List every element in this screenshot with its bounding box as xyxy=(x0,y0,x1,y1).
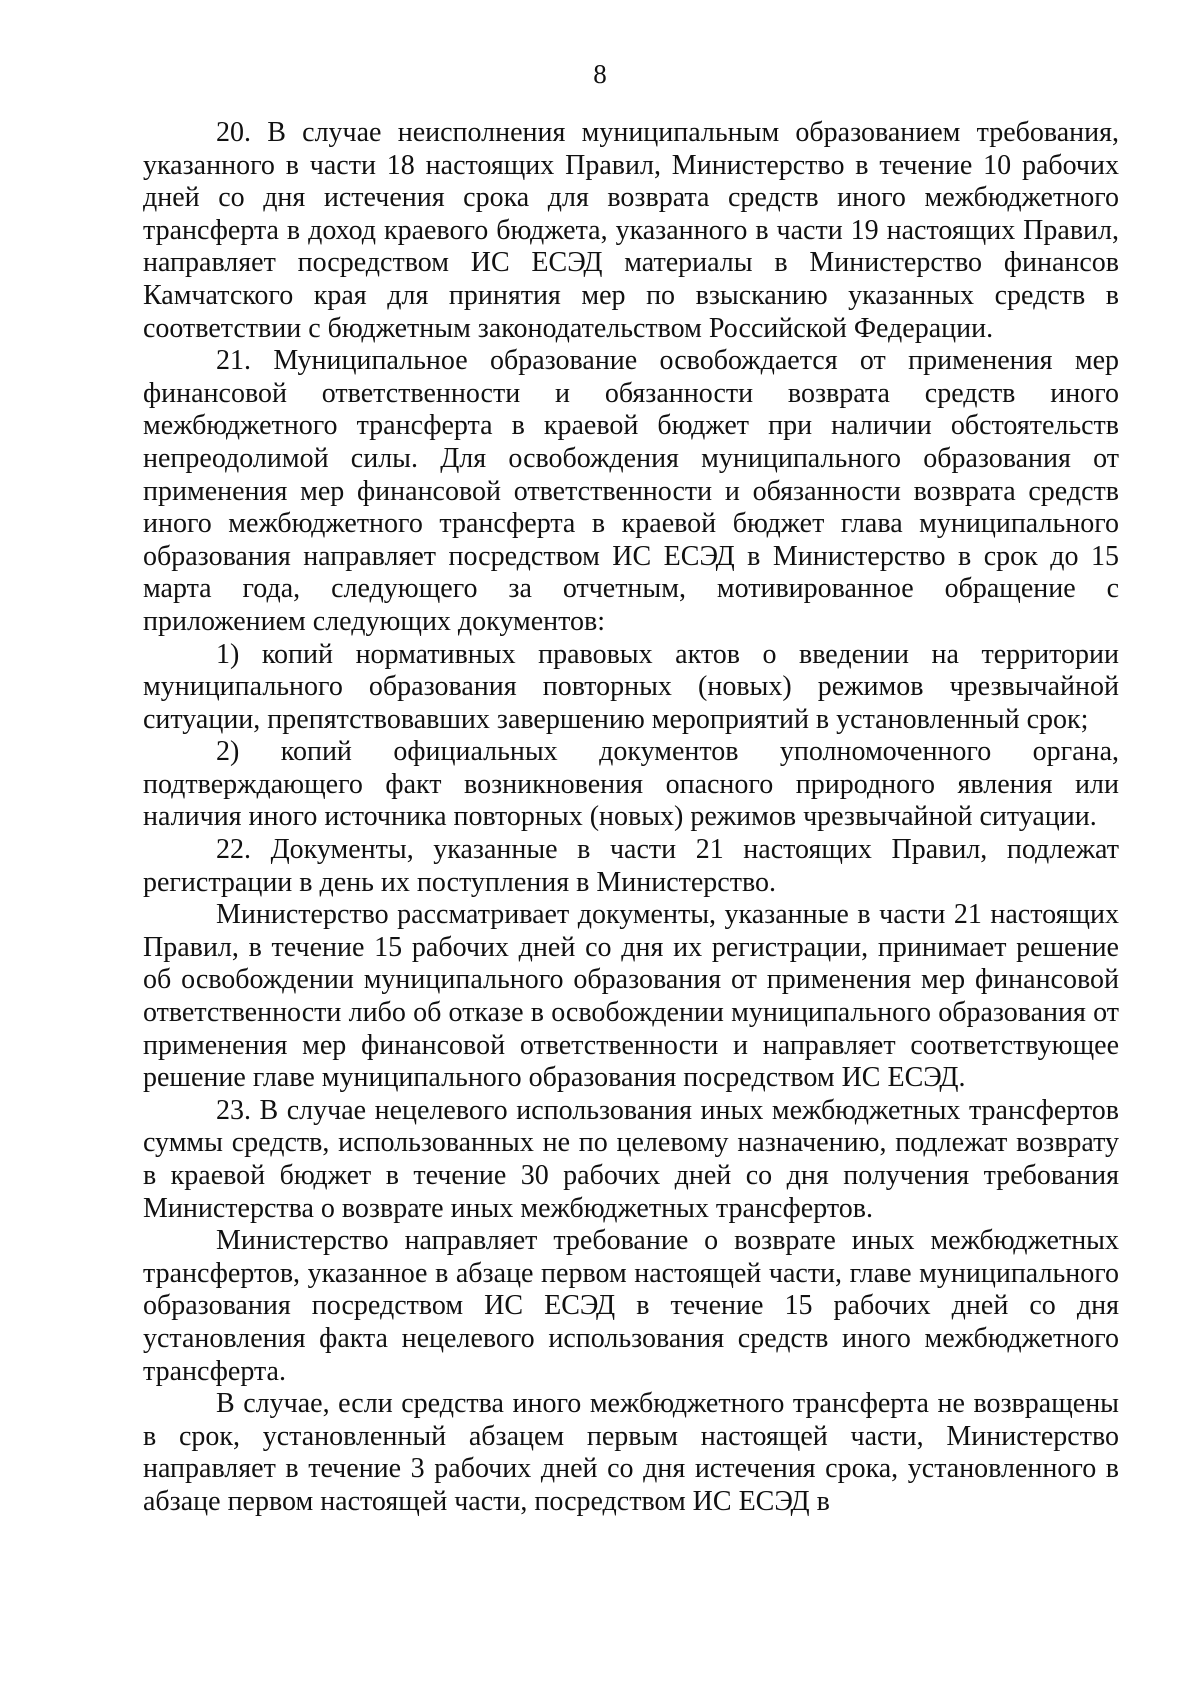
paragraph-21: 21. Муниципальное образование освобождается от применения мер финансовой ответственности и обязанности возврата средств иного межбюджетного трансферта в краевой бюджет при наличии обстоятельств непреодолимой силы. Для освобождения муниципального образования от применения мер финансовой ответственности и обязанности возврата средств иного межбюджетного трансферта в краевой бюджет глава муниципального образования направляет посредством ИС ЕСЭД в Министерство в срок до 15 марта года, следующего за отчетным, мотивированное обращение с приложением следующих документов: xyxy=(143,345,1119,637)
paragraph-23: 23. В случае нецелевого использования иных межбюджетных трансфертов суммы средств, использованных не по целевому назначению, подлежат возврату в краевой бюджет в течение 30 рабочих дней со дня получения требования Министерства о возврате иных межбюджетных трансфертов. xyxy=(143,1094,1119,1224)
paragraph-23-nonreturn: В случае, если средства иного межбюджетного трансферта не возвращены в срок, установленный абзацем первым настоящей части, Министерство направляет в течение 3 рабочих дней со дня истечения срока, установленного в абзаце первом настоящей части, посредством ИС ЕСЭД в xyxy=(143,1388,1119,1517)
paragraph-22: 22. Документы, указанные в части 21 настоящих Правил, подлежат регистрации в день их поступления в Министерство. xyxy=(143,834,1119,898)
paragraph-23-requirement: Министерство направляет требование о возврате иных межбюджетных трансфертов, указанное в абзаце первом настоящей части, главе муниципального образования посредством ИС ЕСЭД в течение 15 рабочих дней со дня установления факта нецелевого использования средств иного межбюджетного трансферта. xyxy=(143,1225,1119,1387)
paragraph-22-review: Министерство рассматривает документы, указанные в части 21 настоящих Правил, в течение 15 рабочих дней со дня их регистрации, принимает решение об освобождении муниципального образования от применения мер финансовой ответственности либо об отказе в освобождении муниципального образования от применения мер финансовой ответственности и направляет соответствующее решение главе муниципального образования посредством ИС ЕСЭД. xyxy=(143,899,1119,1094)
list-item-1: 1) копий нормативных правовых актов о введении на территории муниципального образования повторных (новых) режимов чрезвычайной ситуации, препятствовавших завершению мероприятий в установленный срок; xyxy=(143,638,1119,735)
list-item-2: 2) копий официальных документов уполномоченного органа, подтверждающего факт возникновения опасного природного явления или наличия иного источника повторных (новых) режимов чрезвычайной ситуации. xyxy=(143,736,1119,833)
paragraph-20: 20. В случае неисполнения муниципальным образованием требования, указанного в части 18 настоящих Правил, Министерство в течение 10 рабочих дней со дня истечения срока для возврата средств иного межбюджетного трансферта в доход краевого бюджета, указанного в части 19 настоящих Правил, направляет посредством ИС ЕСЭД материалы в Министерство финансов Камчатского края для принятия мер по взысканию указанных средств в соответствии с бюджетным законодательством Российской Федерации. xyxy=(143,117,1119,344)
document-body xyxy=(143,117,1119,1519)
page-number: 8 xyxy=(593,59,607,89)
